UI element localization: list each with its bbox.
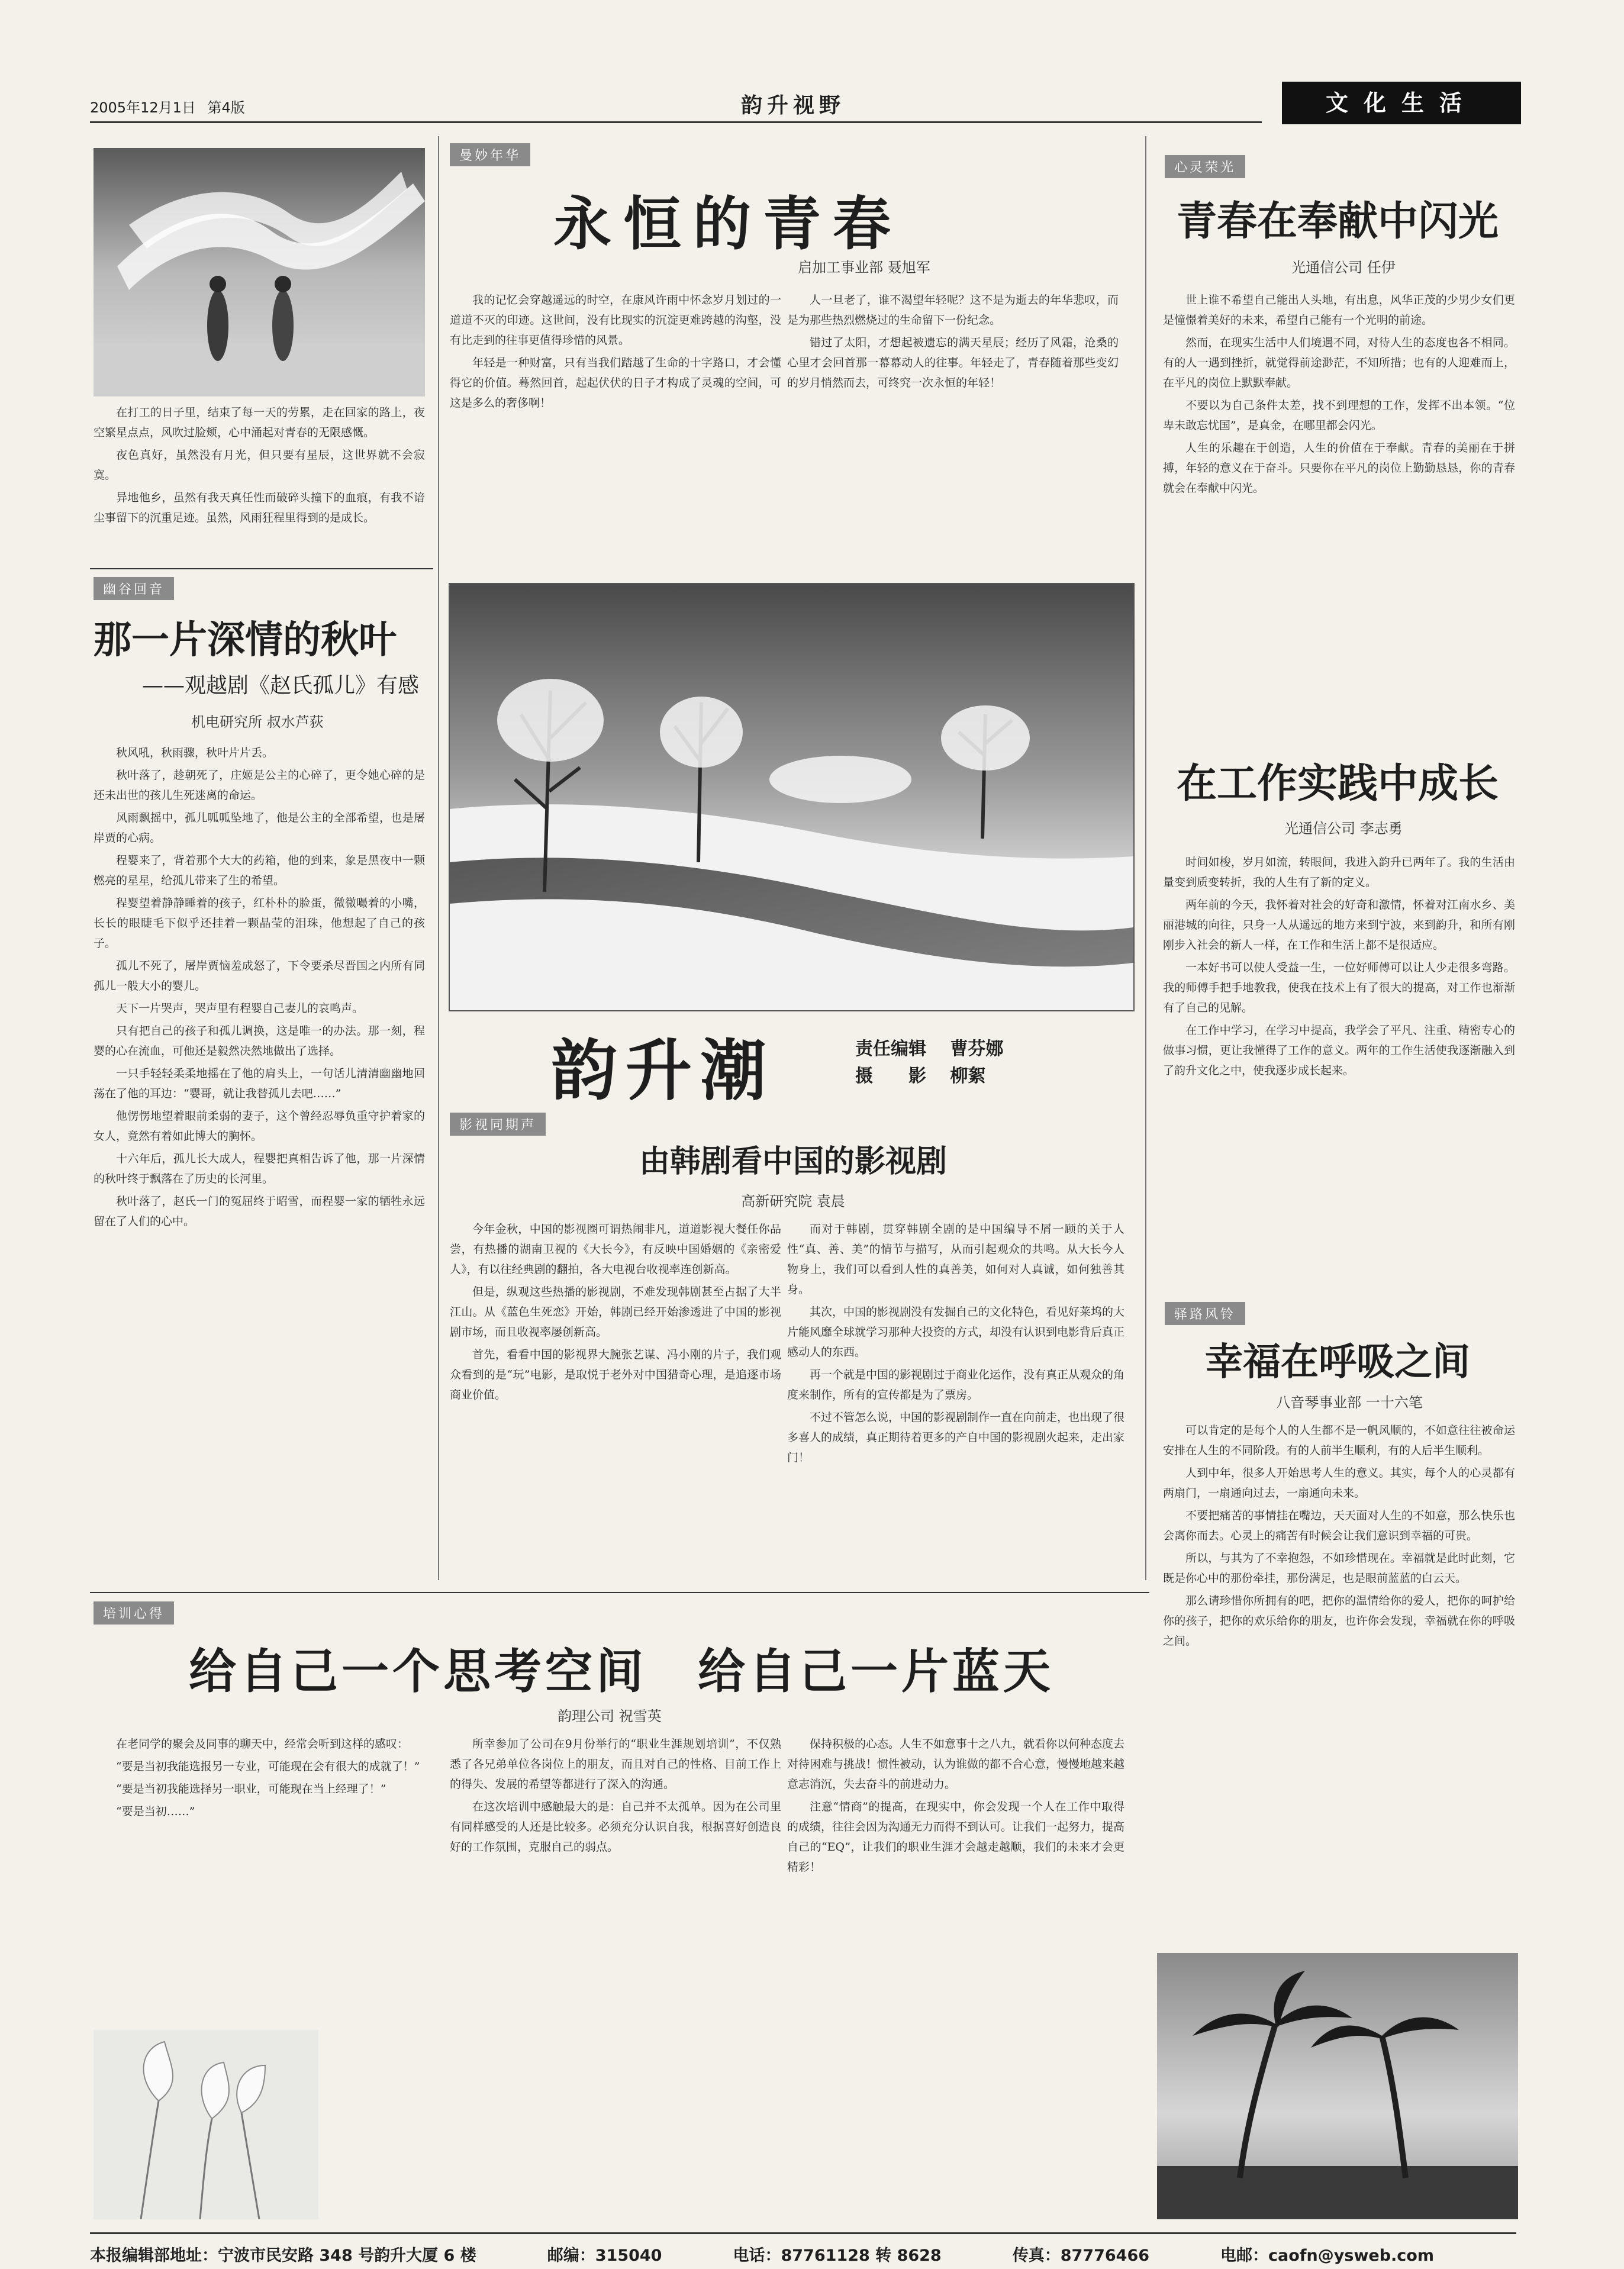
youth-para-6: 人一旦老了，谁不渴望年轻呢？这不是为逝去的年华悲叹，而是为那些热烈燃烧过的生命留下一份纪念。 [787,294,1119,327]
photo-line [855,1063,1003,1090]
title-happiness: 幸福在呼吸之间 [1205,1340,1470,1384]
korean-para-4: 而对于韩剧，贯穿韩剧全剧的是中国编导不屑一顾的关于人性“真、善、美”的情节与描写，从而引起观众的共鸣。从大长今人物身上，我们可以看到人性的真善美，如何对人真诚，如何独善其身。 [787,1223,1124,1296]
training-para-5: 所幸参加了公司在9月份举行的“职业生涯规划培训”，不仅熟悉了各兄弟单位各岗位上的朋友，而且对自己的性格、目前工作上的得失、发展的希望等都进行了深入的沟通。 [450,1738,781,1791]
divider-left-col [438,136,439,1580]
growth-para-1: 时间如梭，岁月如流，转眼间，我进入韵升已两年了。我的生活由量变到质变转折，我的人生有了新的定义。 [1163,856,1515,889]
training-para-8: 注意“情商”的提高，在现实中，你会发现一个人在工作中取得的成绩，往往会因为沟通无力而得不到认可。让我们一起努力，提高自己的“EQ”，让我们的职业生涯才会越走越顺，我们的未来才会更精彩！ [787,1800,1124,1874]
autumn-para-7: 天下一片哭声，哭声里有程婴自己妻儿的哀鸣声。 [116,1002,364,1015]
byline-autumn: 机电研究所 叔水芦荻 [191,714,324,730]
header-date [90,96,245,117]
autumn-para-5: 程婴望着静静睡着的孩子，红朴朴的脸蛋，微微嘬着的小嘴，长长的眼睫毛下似乎还挂着一颗晶莹的泪珠，他想起了自己的孩子。 [94,897,425,950]
training-para-6: 在这次培训中感触最大的是：自己并不太孤单。因为在公司里有同样感受的人还是比较多。必须充分认识自我，根据喜好创造良好的工作氛围，克服自己的弱点。 [450,1800,781,1854]
korean-para-5: 其次，中国的影视剧没有发掘自己的文化特色，看见好莱坞的大片能风靡全球就学习那种大投资的方式，却没有认识到电影背后真正感动人的东西。 [787,1306,1124,1359]
growth-para-3: 一本好书可以使人受益一生，一位好师傅可以让人少走很多弯路。我的师傅手把手地教我，使我在技术上有了很大的提高，对工作也渐渐有了自己的见解。 [1163,961,1515,1014]
youth-para-3: 异地他乡，虽然有我天真任性而破碎头撞下的血痕，有我不谙尘事留下的沉重足迹。虽然，风雨狂程里得到的是成长。 [94,491,425,524]
tag-happiness: 驿路风铃 [1165,1302,1245,1325]
col-training-4 [787,1734,1124,2219]
byline-happiness: 八音琴事业部 一十六笔 [1276,1394,1423,1411]
subtitle-autumn: ——观越剧《赵氏孤儿》有感 [142,673,420,698]
col-korean-1 [450,1219,781,1574]
training-para-4: “要是当初……” [116,1805,195,1818]
photo-label: 摄 影 [855,1066,926,1087]
happiness-para-1: 可以肯定的是每个人的人生都不是一帆风顺的，不如意往往被命运安排在人生的不同阶段。有的人前半生顺利，有的人后半生顺利。 [1163,1424,1515,1457]
byline-youth: 启加工事业部 聂旭军 [798,259,930,276]
page-number: 第4版 [207,99,245,116]
tag-autumn: 幽谷回音 [94,577,174,600]
autumn-para-6: 孤儿不死了，屠岸贾恼羞成怒了，下令要杀尽晋国之内所有同孤儿一般大小的婴儿。 [94,959,425,992]
editor-label: 责任编辑 [855,1039,926,1059]
lily-flowers-image [94,2030,318,2219]
col-korean-2 [787,1219,1124,1574]
youth-para-7: 错过了太阳，才想起被遗忘的满天星辰；经历了风霜，沧桑的心里才会回首那一幕幕动人的往事。年轻走了，青春随着那些变幻的岁月悄然而去，可终究一次永恒的年轻！ [787,336,1119,389]
byline-korean: 高新研究院 袁晨 [741,1193,845,1210]
training-para-1: 在老同学的聚会及同事的聊天中，经常会听到这样的感叹： [116,1738,409,1751]
autumn-para-1: 秋风吼，秋雨骤，秋叶片片丢。 [116,746,274,759]
byline-growth: 光通信公司 李志勇 [1284,820,1403,837]
tag-korean: 影视同期声 [450,1113,546,1136]
editor-line [855,1036,1003,1063]
palm-sunset-image [1157,1953,1518,2219]
col-growth [1163,852,1515,1290]
tag-youth: 曼妙年华 [450,143,530,166]
autumn-para-11: 十六年后，孤儿长大成人，程婴把真相告诉了他，那一片深情的秋叶终于飘落在了历史的长河里。 [94,1152,425,1185]
footer-address: 本报编辑部地址：宁波市民安路 348 号韵升大厦 6 楼 [90,2247,476,2265]
col-youth-1 [94,402,425,559]
korean-para-1: 今年金秋，中国的影视圈可谓热闹非凡，道道影视大餐任你品尝，有热播的湖南卫视的《大长今》，有反映中国婚姻的《亲密爱人》，有以往经典剧的翻拍，各大电视台收视率连创新高。 [450,1223,781,1276]
title-autumn: 那一片深情的秋叶 [94,618,397,662]
byline-training: 韵理公司 祝雪英 [558,1708,662,1725]
masthead-credits [855,1036,1003,1090]
issue-date: 2005年12月1日 [90,99,196,116]
title-youth: 永恒的青春 [553,190,903,258]
youth-para-2: 夜色真好，虽然没有月光，但只要有星辰，这世界就不会寂寞。 [94,449,425,482]
youth-para-1: 在打工的日子里，结束了每一天的劳累，走在回家的路上，夜空繁星点点，风吹过脸颊，心中涌起对青春的无限感慨。 [94,406,425,439]
happiness-para-4: 所以，与其为了不幸抱怨，不如珍惜现在。幸福就是此时此刻，它既是你心中的那份牵挂，那份满足，也是眼前蓝蓝的白云天。 [1163,1552,1515,1585]
photographer-name: 柳絮 [950,1066,986,1087]
col-happiness [1163,1420,1515,1941]
col-training-3 [450,1734,781,2219]
growth-para-2: 两年前的今天，我怀着对社会的好奇和激情，怀着对江南水乡、美丽港城的向往，只身一人从遥远的地方来到宁波，来到韵升，和所有刚刚步入社会的新人一样，在工作和生活上都不是很适应。 [1163,898,1515,952]
youth-para-5: 年轻是一种财富，只有当我们踏越了生命的十字路口，才会懂得它的价值。蓦然回首，起起伏伏的日子才构成了灵魂的空间，可这是多么的奢侈啊！ [450,356,781,410]
footer-postcode: 邮编：315040 [547,2247,662,2265]
training-rule [90,1592,1149,1593]
autumn-para-10: 他愣愣地望着眼前柔弱的妻子，这个曾经忍辱负重守护着家的女人，竟然有着如此博大的胸怀。 [94,1110,425,1143]
masthead-name: 韵升潮 [551,1032,775,1110]
autumn-para-4: 程婴来了，背着那个大大的药箱，他的到来，象是黑夜中一颗燃亮的星星，给孤儿带来了生的希望。 [94,854,425,887]
autumn-para-12: 秋叶落了，赵氏一门的冤屈终于昭雪，而程婴一家的牺牲永远留在了人们的心中。 [94,1195,425,1228]
figures-with-scarf-image [94,148,425,397]
contribution-para-2: 然而，在现实生活中人们境遇不同，对待人生的态度也各不相同。有的人一遇到挫折，就觉得前途渺茫，不知所措；也有的人迎难而上，在平凡的岗位上默默奉献。 [1163,336,1515,389]
col-training-1 [94,1734,425,2030]
korean-para-6: 再一个就是中国的影视剧过于商业化运作，没有真正从观众的角度来制作，所有的宣传都是为了票房。 [787,1368,1124,1401]
autumn-rule [90,568,433,569]
col-autumn [94,743,425,1577]
contribution-para-1: 世上谁不希望自己能出人头地，有出息，风华正茂的少男少女们更是憧憬着美好的未来，希望自己能有一个光明的前途。 [1163,294,1515,327]
footer-fax: 传真：87776466 [1012,2247,1150,2265]
korean-para-2: 但是，纵观这些热播的影视剧，不难发现韩剧甚至占据了大半江山。从《蓝色生死恋》开始，韩剧已经开始渗透进了中国的影视剧市场，而且收视率屡创新高。 [450,1285,781,1339]
top-left-photo [94,148,425,397]
contribution-para-4: 人生的乐趣在于创造，人生的价值在于奉献。青春的美丽在于拼搏，年轻的意义在于奋斗。只要你在平凡的岗位上勤勤恳恳，你的青春就会在奉献中闪光。 [1163,441,1515,495]
footer-email: 电邮：caofn@ysweb.com [1220,2247,1434,2265]
growth-para-4: 在工作中学习，在学习中提高，我学会了平凡、注重、精密专心的做事习惯，更让我懂得了工作的意义。两年的工作生活使我逐渐融入到了韵升文化之中，使我逐步成长起来。 [1163,1024,1515,1077]
footer-phone: 电话：87761128 转 8628 [733,2247,942,2265]
title-growth: 在工作实践中成长 [1176,760,1499,807]
autumn-para-2: 秋叶落了，趁朝死了，庄姬是公主的心碎了，更令她心碎的是还未出世的孩儿生死迷离的命运。 [94,769,425,802]
divider-right-col [1145,136,1146,1580]
autumn-para-3: 风雨飘摇中，孤儿呱呱坠地了，他是公主的全部希望，也是屠岸贾的心病。 [94,811,425,845]
happiness-para-3: 不要把痛苦的事情挂在嘴边，天天面对人生的不如意，那么快乐也会离你而去。心灵上的痛苦有时候会让我们意识到幸福的可贵。 [1163,1509,1515,1542]
tag-contribution: 心灵荣光 [1165,155,1245,178]
autumn-para-9: 一只手轻轻柔柔地摇在了他的肩头上，一句话儿清清幽幽地回荡在了他的耳边：“婴哥，就让我替孤儿去吧……” [94,1067,425,1100]
col-contribution [1163,290,1515,728]
section-banner: 文化生活 [1282,82,1521,124]
happiness-para-2: 人到中年，很多人开始思考人生的意义。其实，每个人的心灵都有两扇门，一扇通向过去，一扇通向未来。 [1163,1467,1515,1500]
snowy-trees-image [450,584,1133,1010]
youth-para-4: 我的记忆会穿越遥远的时空，在康风许雨中怀念岁月划过的一道道不灭的印迹。这世间，没有比现实的沉淀更难跨越的沟壑，没有比走到的往事更值得珍惜的风景。 [450,294,781,347]
training-para-3: “要是当初我能选择另一职业，可能现在当上经理了！” [116,1783,386,1796]
training-para-2: “要是当初我能选报另一专业，可能现在会有很大的成就了！” [116,1760,420,1773]
col-youth-2 [450,290,781,562]
title-training: 给自己一个思考空间 给自己一片蓝天 [189,1643,1054,1699]
winter-river-photo [449,583,1135,1011]
palm-tree-photo [1157,1953,1518,2219]
tag-training: 培训心得 [94,1601,174,1625]
paper-name: 韵升视野 [741,93,846,118]
col-training-2 [331,2030,426,2219]
autumn-para-8: 只有把自己的孩子和孤儿调换，这是唯一的办法。那一刻，程婴的心在流血，可他还是毅然决然地做出了选择。 [94,1024,425,1058]
header-rule [90,121,1262,123]
contribution-para-3: 不要以为自己条件太差，找不到理想的工作，发挥不出本领。“位卑未敢忘忧国”，是真金，在哪里都会闪光。 [1163,399,1515,432]
title-contribution: 青春在奉献中闪光 [1176,198,1499,245]
col-youth-3 [787,290,1119,562]
calla-lily-illustration [94,2030,318,2219]
korean-para-3: 首先，看看中国的影视界大腕张艺谋、冯小刚的片子，我们观众看到的是“玩”电影，是取悦于老外对中国猎奇心理，是追逐市场商业价值。 [450,1348,781,1401]
title-korean: 由韩剧看中国的影视剧 [639,1143,947,1179]
training-para-7: 保持积极的心态。人生不如意事十之八九，就看你以何种态度去对待困难与挑战！惯性被动，认为谁做的都不合心意，慢慢地越来越意志消沉，失去奋斗的前进动力。 [787,1738,1124,1791]
editor-name: 曹芬娜 [950,1039,1004,1059]
footer-contact [90,2232,1516,2265]
byline-contribution: 光通信公司 任伊 [1291,259,1396,276]
happiness-para-5: 那么请珍惜你所拥有的吧，把你的温情给你的爱人，把你的呵护给你的孩子，把你的欢乐给你的朋友，也许你会发现，幸福就在你的呼吸之间。 [1163,1594,1515,1648]
korean-para-7: 不过不管怎么说，中国的影视剧制作一直在向前走，也出现了很多喜人的成绩，真正期待着更多的产自中国的影视剧火起来，走出家门！ [787,1411,1124,1464]
